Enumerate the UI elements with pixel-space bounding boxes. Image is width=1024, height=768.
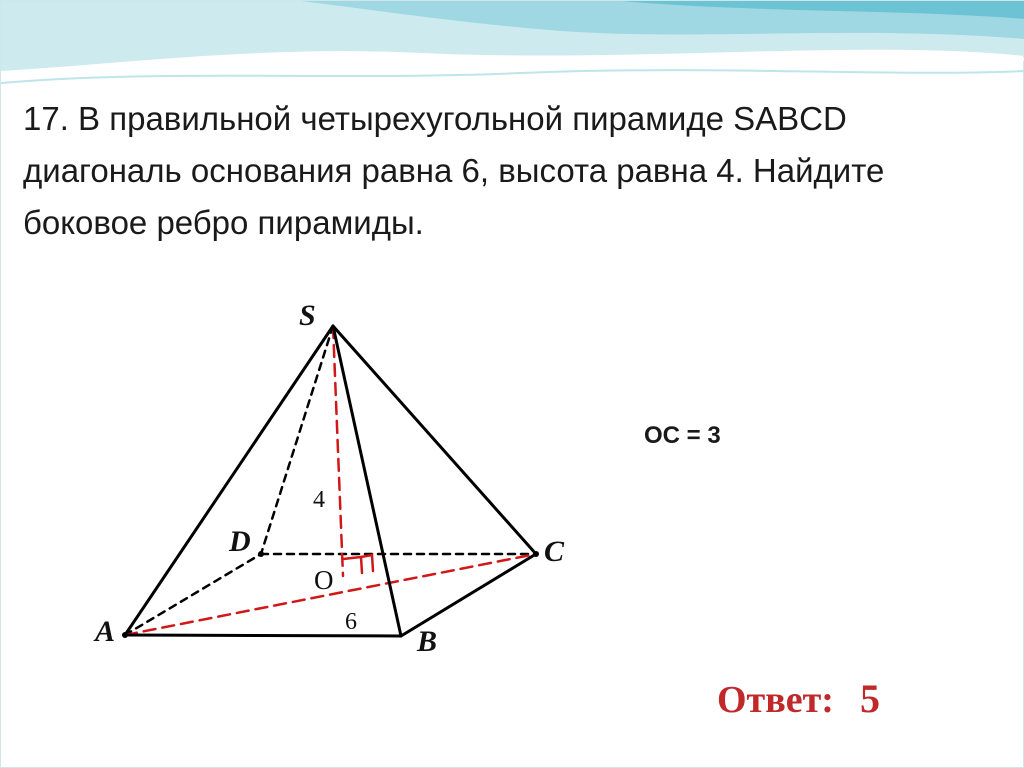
edge-SA: [125, 326, 333, 635]
edge-AB: [125, 635, 401, 636]
problem-line: боковое ребро пирамиды.: [23, 204, 424, 241]
edge-SB: [333, 326, 401, 636]
edge-SD: [261, 326, 333, 554]
vertex-label-S: S: [299, 299, 316, 332]
problem-line: диагональ основания равна 6, высота равна 4. Найдите: [23, 152, 885, 189]
problem-statement: [23, 93, 1003, 249]
vertex-label-D: D: [229, 525, 251, 558]
answer-label: Ответ:: [717, 679, 834, 721]
answer-block: [717, 675, 880, 722]
center-label-O: O: [314, 565, 334, 595]
vertex-point-C: [533, 551, 539, 557]
problem-line: 17. В правильной четырехугольной пирамиде SABCD: [23, 100, 847, 137]
vertex-point-A: [122, 632, 128, 638]
height-value-label: 4: [313, 487, 325, 513]
vertex-label-B: B: [417, 625, 438, 658]
vertex-label-C: C: [544, 535, 565, 568]
header-wave-decoration: [1, 1, 1024, 91]
given-oc-note: OC = 3: [644, 422, 721, 449]
edge-SC: [333, 326, 536, 554]
answer-value: 5: [859, 676, 880, 721]
pyramid-diagram-panel: [49, 289, 629, 667]
diagonal-value-label: 6: [345, 609, 357, 635]
vertex-label-A: A: [95, 615, 116, 648]
right-angle-mark: [343, 557, 362, 573]
vertex-point-D: [258, 551, 264, 557]
pyramid-diagram: [49, 289, 629, 667]
